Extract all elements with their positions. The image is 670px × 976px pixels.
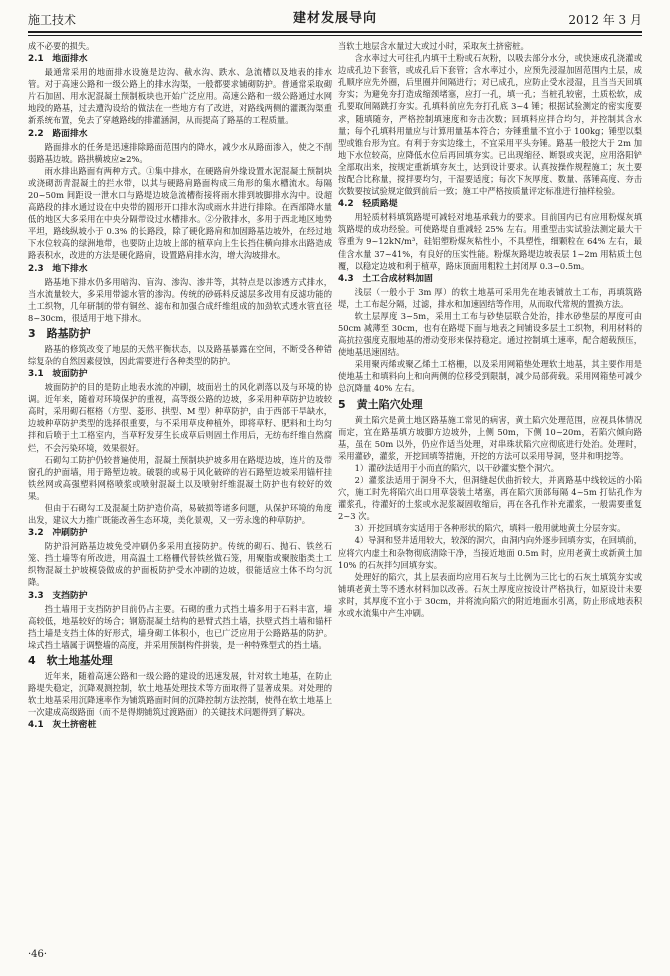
body-paragraph: 用轻质材料填筑路堤可减轻对地基承载力的要求。目前国内已有应用粉煤灰填筑路堤的成功经验。可使路堤自重减轻 25% 左右。用重型击实试验法测定最大干容重为 9~12kN/m³，硅铝塑粉煤灰粘性小，不具塑性，细颗粒在 64% 左右，最佳含水量 37~41%，有良好的压实性能。粉煤灰路堤边坡表层 1~2m 用粘质土包覆，以稳定边坡和利于植草，路床顶面用粗粒土封闭厚 0.3~0.5m。 (338, 212, 642, 271)
body-paragraph: 成不必要的损失。 (28, 41, 95, 51)
body-paragraph: 黄土陷穴是黄土地区路基施工常见的病害，黄土陷穴处理范围，应视具体情况而定，宜在路基填方坡脚方边坡外，上侧 50m，下侧 10~20m，若陷穴倾向路基，虽在 50m 以外，仍应作适当处理，对串珠状陷穴应彻底进行处治。处理时，采用灌砂，灌浆，开挖回填等措施，开挖的方法可以采用导洞，竖井和明挖等。 (338, 414, 642, 461)
body-paragraph: 但由于石砌勾工及混凝土防护造价高，易破损等诸多问题，从保护环境的角度出发，建议大力推广既能改善生态环境，美化景观，又一劳永逸的种草防护。 (28, 503, 332, 526)
body-paragraph: 2）灌浆法适用于洞身不大，但洞缝起伏曲折较大，并离路基中线较远的小陷穴，施工时先将陷穴出口用草袋装土堵塞，再在陷穴顶部每隔 4~5m 打钻孔作为灌浆孔，待灌好的土浆或水泥浆凝固收缩后，再在各孔作补充灌浆，一般需要重复 2~3 次。 (338, 475, 642, 522)
body-paragraph: 最通常采用的地面排水设施是边沟、截水沟、跌水、急流槽以及地表的排水管。对于高速公路和一级公路上的排水沟渠，一般都要求铺砌防护。普通常采取砌片石加固、用水泥混凝土预制板块也开始广泛应用。高速公路和一级公路通过水网地段的路基，过去遭沟设给的做法在一些地方有了改进，对路线两侧的灌溉沟渠重新系统布置，免去了穿越路线的排灌涵洞，从而提高了路基的工程质量。 (28, 67, 332, 126)
journal-title: 建材发展导向 (292, 11, 377, 26)
body-paragraph: 近年来，随着高速公路和一级公路的建设的迅速发展，针对软土地基，在防止路堤失稳定，沉降观测控制，软土地基处理技术等方面取得了显著成果。对处理的软土地基采用沉降速率作为铺筑路面时间的沉降控制方法控制，使得在软土地基上一次建成高级路面（而不是得期铺筑过渡路面）的关键技术问题得到了解决。 (28, 670, 332, 718)
right-column (338, 40, 642, 935)
body-paragraph: 浅层（一般小于 3m 厚）的软土地基可采用先在地表铺放土工布，再填筑路堤，土工布起分隔，过滤，排水和加速固结等作用，从而取代常规的置换方法。 (338, 286, 642, 309)
subsection-heading: 2.1 地面排水 (28, 54, 88, 65)
issue-date: 2012 年 3 月 (568, 13, 642, 27)
body-paragraph: 路基地下排水仍多用暗沟、盲沟、渗沟、渗井等，其特点是以渗透方式排水，当水流量较大，多采用带滤水管的渗沟。传统的砂砾料反滤层多改用有反滤功能的土工织物，几年研制的带有铜丝、滤布和加强合成纤维组成的加劲软式透水管直径 8~30cm，很适用于地下排水。 (28, 276, 332, 323)
body-paragraph: 1）灌砂法适用于小而直的陷穴，以干砂灌实整个洞穴。 (354, 462, 559, 473)
header-rule-thick (28, 31, 642, 33)
subsection-heading: 4.2 轻质路堤 (338, 199, 398, 210)
body-paragraph: 3）开挖回填夯实适用于各种形状的陷穴，填料一般用就地黄土分层夯实。 (354, 523, 626, 534)
body-paragraph: 路基的修筑改变了地层的天然平衡状态，以及路基暴露在空间，不断受各种错综复杂的自然因素侵蚀，因此需要进行各种类型的防护。 (28, 343, 332, 366)
body-paragraph: 坡面防护的目的是防止地表水流的冲刷，坡面岩土的风化剥落以及与环境的协调。近年来，随着对环境保护的重视，高等级公路的边坡，多采用种草防护边坡较高时，采用砌石框格（方型、菱形、拱型、M 型）种草防护，由于西部干旱缺水，边坡种草防护类型的选择很重要，与不采用草皮种植外，即将草籽、肥料和土均匀拌和后喷于土工格室内，当草籽发芽生长成草后则固土作用后，无纺布纤维自然腐烂，不会污染环境，效果很好。 (28, 382, 332, 453)
left-column (28, 40, 332, 935)
subsection-heading: 4.1 灰土挤密桩 (28, 720, 97, 731)
body-paragraph: 软土层厚度 3~5m，采用土工布与砂垫层联合处治，排水砂垫层的厚度可由 50cm 减薄至 30cm，也有在路堤下面与地表之间铺设多层土工织物，利用材料的高抗拉强度克服地基的滑动变形来保持稳定。通过控制填土速率，配合超载预压，使地基迅速固结。 (338, 310, 642, 358)
section-label: 施工技术 (28, 13, 77, 27)
section-heading: 4 软土地基处理 (28, 653, 113, 667)
body-paragraph: 石砌勾工防护仍较普遍使用，混凝土预制块护坡多用在路堤边坡，连片的及带窗孔的护面墙，用于路堑边坡。破裂的或易于风化破碎的岩石路堑边坡采用锚杆挂铁丝网或高强塑料网格喷浆或喷射混凝土以及喷射纤维混凝土防护也有较好的效果。 (28, 454, 332, 501)
body-paragraph: 采用聚丙烯或聚乙烯土工格栅，以及采用网箱垫处理软土地基，其主要作用是使地基土和填料向上和向两侧的位移受到限制，减少局部荷载。采用网箱垫可减少总沉降量 40% 左右。 (338, 359, 642, 394)
subsection-heading: 3.1 坡面防护 (28, 369, 88, 380)
subsection-heading: 2.2 路面排水 (28, 128, 88, 139)
body-paragraph: 防护沿河路基边坡免受冲刷仍多采用直接防护。传统的砌石、抛石、铁丝石笼、挡土墙等有所改进，用高温土工格栅代替铁丝做石笼，用聚脂或聚胺脂类土工织物混凝土护坡模袋做成的护面板防护受水冲刷的边坡，很能适应土体不均匀沉降。 (28, 541, 332, 588)
body-paragraph: 含水率过大可往孔内填干土粉或石灰粉，以吸去部分水分，或快速成孔浇灌或边成孔边下套管，或成孔后下套管；含水率过小，应预先浸湿加固范围内土层，成孔顺序应先外圈，后里圈并间隔进行；对已成孔，应防止受水浸湿，且当当天回填夯实；为避免夯打造成缩颈堵塞，应打一孔，填一孔；当桩孔较密，土质松软，成孔要取间隔跳打夯实。孔填料前应先夯打孔底 3~4 锤；根据试验测定的密实度要求，随填随夯，严格控制填速度和夯击次数；回填料应拌合均匀，并控制其含水量；每个孔填料用量应与计算用量基本符合；夯锤重量不宜小于 100kg；锤型以梨型或锥台形为宜。有利于夯实边缘土，不宜采用平头夯锤。路基一般挖大于 2m 加地下水位较高，应降低水位后再回填夯实。已出现缩径、断裂或夹泥，应用洛阳铲全部取出来，按规定重新填夯灰土，达到设计要求。认真按操作规程施工；灰土要按配合比称量，搅拌要均匀，干湿要适度；每次下灰厚度、数量、落锤高度、夯击次数要按试验规定做到前后一致；施工中严格按质量评定标准进行抽样检验。 (338, 53, 642, 197)
body-paragraph: 当软土地层含水量过大或过小时，采取灰土挤密桩。 (338, 41, 529, 51)
header-rule-thin (28, 35, 642, 36)
body-paragraph: 挡土墙用于支挡防护目前仍占主要。石砌的重力式挡土墙多用于石料丰富，墙高较低，地基较好的场合；钢筋混凝土结构的悬臂式挡土墙，扶壁式挡土墙和锚杆挡土墙是支挡土体的好形式，墙身砌工体积小，也已广泛应用于公路路基的防护。垛式挡土墙属于调整墙的高度，并采用预制构件拼装，是一种特殊型式的挡土墙。 (28, 603, 332, 650)
subsection-heading: 4.3 土工合成材料加固 (338, 273, 433, 284)
body-paragraph: 路面排水的任务是迅速排除路面范围内的降水，减少水从路面渗入，使之不削弱路基边坡。路拱横坡应≥2%。 (28, 141, 332, 164)
subsection-heading: 3.3 支挡防护 (28, 590, 88, 601)
subsection-heading: 2.3 地下排水 (28, 263, 88, 274)
running-header (28, 8, 642, 32)
section-heading: 3 路基防护 (28, 326, 91, 340)
section-heading: 5 黄土陷穴处理 (338, 397, 423, 411)
body-paragraph: 处理好的陷穴，其上层表面均应用石灰与土比例为三比七的石灰土填筑夯实或铺填老黄土等不透水材料加以改善。石灰土厚度应按设计严格执行，如原设计未要求时，其厚度不宜小于 30cm，并将流向陷穴的附近地面水引离，防止形成地表积水或水流集中产生冲刷。 (338, 571, 642, 619)
page-number: ·46· (28, 949, 48, 960)
subsection-heading: 3.2 冲刷防护 (28, 528, 88, 539)
body-paragraph: 4）导洞和竖井适用较大，较深的洞穴，由洞内向外逐步回填夯实，在回填前，应将穴内虚土和杂物彻底清除干净，当接近地面 0.5m 时，应用老黄土或新黄土加 10% 的石灰拌匀回填夯实。 (338, 535, 642, 570)
body-paragraph: 雨水排出路面有两种方式。①集中排水，在硬路肩外缘设置水泥混凝土预制块或浇砌沥青混凝土的拦水带，以其与硬路肩路面构成三角形的集水槽流水。每隔 20~50m 间距设一泄水口与路堤边坡急流槽衔接将雨水排到坡脚排水沟中。设超高路段的排水通过设在中央带的圆形开口排水沟或雨水井进行排除。在西部降水量低的地区大多采用在中央分隔带设过水槽排水。②分散排水，多用于西北地区地势平坦，路线纵坡小于 0.3% 的长路段，除了硬化路肩和加固路基边坡外，在经过地下水位较高的绿洲地带，也要防止边坡上部的植草向上生长挡住横向排水出路造成路表积水，改进的方法是硬化路肩，设置路肩排水沟，增大沟坡排水。 (28, 165, 332, 261)
